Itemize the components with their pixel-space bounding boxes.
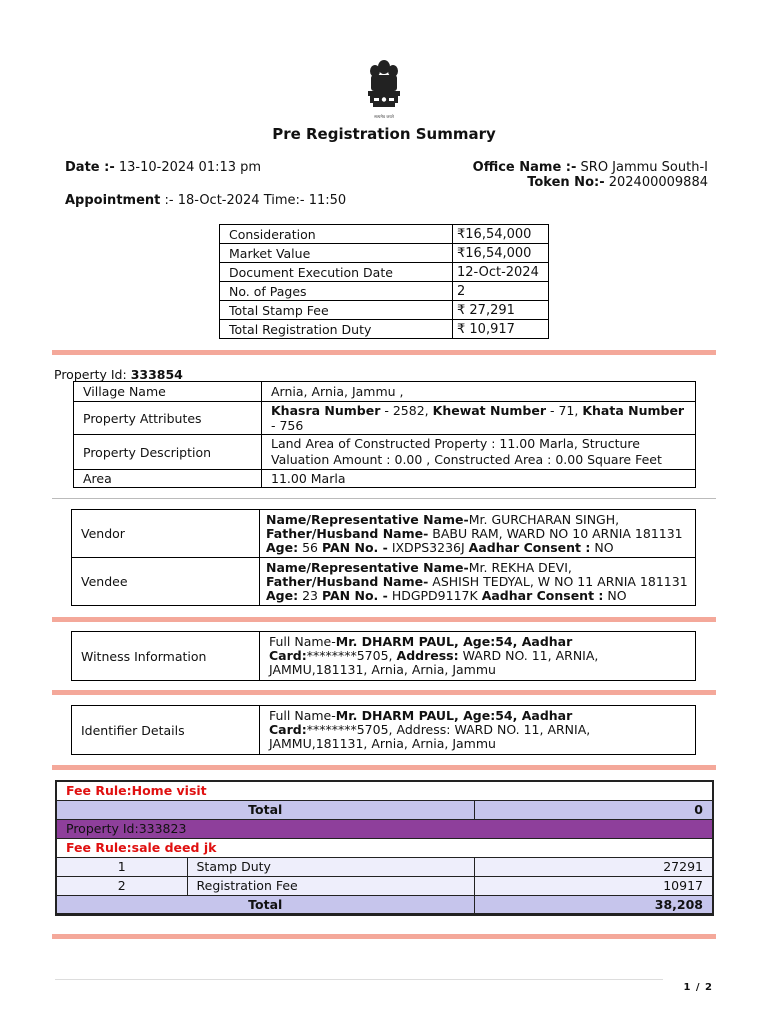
parties-table xyxy=(71,509,696,606)
attributes-value xyxy=(262,402,696,435)
vendor-age: 56 xyxy=(302,539,318,555)
appointment-label: Appointment xyxy=(65,193,161,208)
state-emblem xyxy=(362,57,406,121)
name-label: Name/Representative Name- xyxy=(266,559,469,575)
fee-row-amount: 10917 xyxy=(474,876,713,895)
section-divider xyxy=(52,350,716,355)
khewat-value: - 71, xyxy=(549,403,579,418)
witness-details xyxy=(260,632,696,681)
table-row xyxy=(56,800,713,819)
summary-value: ₹ 10,917 xyxy=(453,320,549,339)
page-title: Pre Registration Summary xyxy=(272,125,496,143)
fee-rule-sale-deed: Fee Rule:sale deed jk xyxy=(56,838,713,857)
summary-row xyxy=(220,244,549,263)
witness-name: Mr. DHARM PAUL, Age:54, Aadhar Card: xyxy=(269,634,573,663)
summary-row xyxy=(220,225,549,244)
page-number: 1 / 2 xyxy=(683,982,713,993)
table-row xyxy=(72,510,696,558)
pan-label: PAN No. - xyxy=(321,587,388,603)
summary-label: Document Execution Date xyxy=(220,263,453,282)
vendor-pan: IXDPS3236J xyxy=(391,539,465,555)
identifier-label: Identifier Details xyxy=(72,706,260,755)
fee-row-number: 2 xyxy=(56,876,187,895)
fee-row-number: 1 xyxy=(56,857,187,876)
summary-label: Total Registration Duty xyxy=(220,320,453,339)
vendee-name: Mr. REKHA DEVI, xyxy=(468,559,572,575)
footer-line xyxy=(55,979,663,980)
area-value: 11.00 Marla xyxy=(262,470,696,488)
date-line xyxy=(65,160,261,175)
vendee-aadhar: NO xyxy=(607,587,627,603)
summary-row xyxy=(220,282,549,301)
vendee-details xyxy=(260,558,696,606)
vendor-name: Mr. GURCHARAN SINGH, xyxy=(468,511,620,527)
office-label: Office Name :- xyxy=(472,160,577,175)
summary-value: 2 xyxy=(453,282,549,301)
age-label: Age: xyxy=(266,587,299,603)
fee-row-name: Registration Fee xyxy=(187,876,474,895)
grand-total-value: 38,208 xyxy=(474,895,713,914)
office-value: SRO Jammu South-I xyxy=(580,160,708,175)
identifier-details xyxy=(260,706,696,755)
summary-row xyxy=(220,263,549,282)
table-row xyxy=(72,706,696,755)
name-label: Name/Representative Name- xyxy=(266,511,469,527)
date-value: 13-10-2024 01:13 pm xyxy=(118,160,262,175)
emblem-caption: सत्यमेव जयते xyxy=(374,114,394,119)
section-divider xyxy=(52,934,716,939)
property-table xyxy=(73,381,696,488)
vendor-aadhar: NO xyxy=(594,539,614,555)
identifier-fullname-prefix: Full Name- xyxy=(269,708,336,723)
token-value: 202400009884 xyxy=(608,175,708,190)
witness-address-label: Address: xyxy=(396,648,459,663)
summary-label: Consideration xyxy=(220,225,453,244)
table-row xyxy=(56,819,713,838)
summary-label: Total Stamp Fee xyxy=(220,301,453,320)
witness-address: WARD NO. 11, ARNIA, JAMMU,181131, Arnia, Arnia, Jammu xyxy=(269,648,599,677)
emblem-icon xyxy=(362,57,406,121)
witness-table xyxy=(71,631,696,681)
area-label: Area xyxy=(74,470,262,488)
table-row xyxy=(74,435,696,470)
property-id-label: Property Id: xyxy=(54,367,127,382)
summary-row xyxy=(220,320,549,339)
property-id xyxy=(54,367,183,382)
appointment-value: :- 18-Oct-2024 Time:- 11:50 xyxy=(164,193,347,208)
witness-label: Witness Information xyxy=(72,632,260,681)
office-info xyxy=(473,160,708,190)
age-label: Age: xyxy=(266,539,299,555)
vendee-age: 23 xyxy=(302,587,318,603)
summary-value: ₹ 27,291 xyxy=(453,301,549,320)
pan-label: PAN No. - xyxy=(321,539,388,555)
table-row xyxy=(56,895,713,914)
father-label: Father/Husband Name- xyxy=(266,525,429,541)
table-row xyxy=(56,838,713,857)
appointment-line xyxy=(65,193,346,208)
khata-label: Khata Number xyxy=(582,403,685,418)
summary-label: No. of Pages xyxy=(220,282,453,301)
vendee-label: Vendee xyxy=(72,558,260,606)
fee-property-id: Property Id:333823 xyxy=(56,819,713,838)
identifier-name: Mr. DHARM PAUL, Age:54, Aadhar Card: xyxy=(269,708,573,737)
aadhar-label: Aadhar Consent : xyxy=(481,587,604,603)
khata-value: - 756 xyxy=(271,418,304,433)
khewat-label: Khewat Number xyxy=(432,403,546,418)
table-row xyxy=(56,781,713,800)
token-label: Token No:- xyxy=(527,175,605,190)
khasra-value: - 2582, xyxy=(384,403,429,418)
section-divider xyxy=(52,617,716,622)
table-row xyxy=(74,402,696,435)
summary-table xyxy=(219,224,549,339)
vendor-father: BABU RAM, WARD NO 10 ARNIA 181131 xyxy=(432,525,683,541)
table-row xyxy=(72,558,696,606)
fee-row-amount: 27291 xyxy=(474,857,713,876)
fee-rule-home-visit: Fee Rule:Home visit xyxy=(56,781,713,800)
property-id-value: 333854 xyxy=(130,367,183,382)
village-value: Arnia, Arnia, Jammu , xyxy=(262,382,696,402)
summary-value: ₹16,54,000 xyxy=(453,244,549,263)
table-row xyxy=(74,382,696,402)
witness-aadhar: ********5705, xyxy=(306,648,393,663)
identifier-table xyxy=(71,705,696,755)
table-row xyxy=(72,632,696,681)
table-row xyxy=(56,857,713,876)
summary-value: ₹16,54,000 xyxy=(453,225,549,244)
table-row xyxy=(74,470,696,488)
total-value: 0 xyxy=(474,800,713,819)
section-divider xyxy=(52,690,716,695)
attributes-label: Property Attributes xyxy=(74,402,262,435)
vendor-label: Vendor xyxy=(72,510,260,558)
table-row xyxy=(56,876,713,895)
identifier-rest: ********5705, Address: WARD NO. 11, ARNIA, JAMMU,181131, Arnia, Arnia, Jammu xyxy=(269,722,591,751)
summary-value: 12-Oct-2024 xyxy=(453,263,549,282)
fee-table xyxy=(55,780,714,916)
description-label: Property Description xyxy=(74,435,262,470)
witness-fullname-prefix: Full Name- xyxy=(269,634,336,649)
fee-row-name: Stamp Duty xyxy=(187,857,474,876)
father-label: Father/Husband Name- xyxy=(266,573,429,589)
grand-total-label: Total xyxy=(56,895,474,914)
date-label: Date :- xyxy=(65,160,115,175)
vendor-details xyxy=(260,510,696,558)
aadhar-label: Aadhar Consent : xyxy=(468,539,591,555)
khasra-label: Khasra Number xyxy=(271,403,381,418)
summary-row xyxy=(220,301,549,320)
section-divider xyxy=(52,765,716,770)
village-label: Village Name xyxy=(74,382,262,402)
vendee-father: ASHISH TEDYAL, W NO 11 ARNIA 181131 xyxy=(432,573,688,589)
total-label: Total xyxy=(56,800,474,819)
summary-label: Market Value xyxy=(220,244,453,263)
vendee-pan: HDGPD9117K xyxy=(391,587,478,603)
thin-divider xyxy=(52,498,716,499)
description-value: Land Area of Constructed Property : 11.00 Marla, Structure Valuation Amount : 0.00 , Constructed Area : 0.00 Square Feet xyxy=(262,435,696,470)
